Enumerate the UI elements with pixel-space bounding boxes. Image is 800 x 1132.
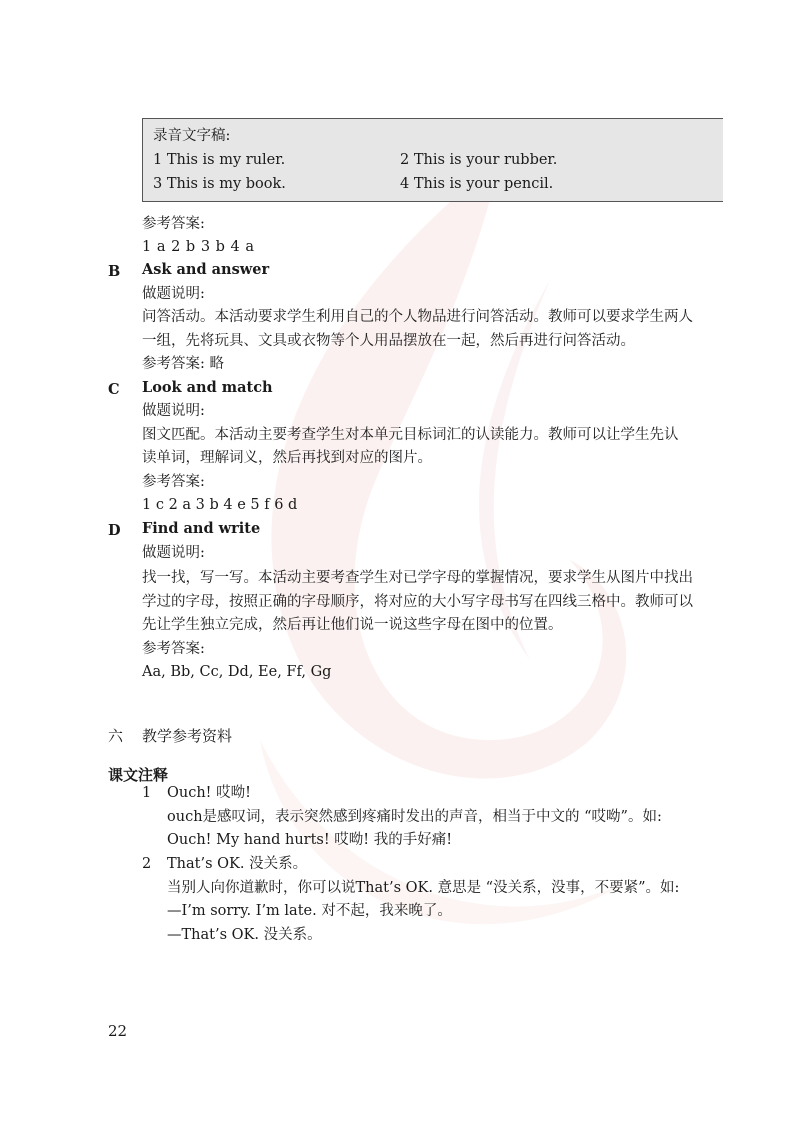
answer-label: 参考答案: (142, 641, 205, 657)
note-line: 读单词，理解词义，然后再找到对应的图片。 (142, 450, 432, 466)
answer-label: 参考答案: (142, 474, 205, 490)
transcript-title: 录音文字稿: (153, 128, 231, 144)
section-title-b: Ask and answer (142, 261, 270, 278)
page-number: 22 (108, 1022, 128, 1040)
note-label: 做题说明: (142, 403, 205, 419)
note-line: 学过的字母，按照正确的字母顺序，将对应的大小写字母书写在四线三格中。教师可以 (142, 594, 693, 610)
section-heading: 教学参考资料 (142, 727, 233, 745)
note-line: 找一找，写一写。本活动主要考查学生对已学字母的掌握情况，要求学生从图片中找出 (142, 570, 693, 586)
answer-label: 参考答案: (142, 216, 205, 232)
transcript-item: 1 This is my ruler. (153, 152, 286, 168)
note-phrase: Ouch! 哎呦! (167, 785, 251, 801)
section-number: 六 (108, 727, 124, 745)
answer-values: 1 c 2 a 3 b 4 e 5 f 6 d (142, 497, 298, 513)
answer-values: Aa, Bb, Cc, Dd, Ee, Ff, Gg (142, 664, 332, 680)
note-label: 做题说明: (142, 545, 205, 561)
transcript-item: 3 This is my book. (153, 176, 286, 192)
answer-label: 参考答案: 略 (142, 356, 224, 372)
section-letter-c: C (108, 381, 120, 398)
transcript-item: 2 This is your rubber. (400, 152, 558, 168)
notes-heading: 课文注释 (108, 766, 169, 784)
note-number: 1 (142, 785, 152, 801)
section-title-d: Find and write (142, 520, 261, 537)
note-phrase: That’s OK. 没关系。 (167, 856, 308, 872)
note-line: Ouch! My hand hurts! 哎呦! 我的手好痛! (167, 832, 453, 848)
note-line: 问答活动。本活动要求学生利用自己的个人物品进行问答活动。教师可以要求学生两人 (142, 309, 693, 325)
note-number: 2 (142, 856, 152, 872)
section-title-c: Look and match (142, 379, 273, 396)
note-line: 先让学生独立完成，然后再让他们说一说这些字母在图中的位置。 (142, 617, 563, 633)
note-label: 做题说明: (142, 286, 205, 302)
note-line: 当别人向你道歉时，你可以说That’s OK. 意思是 “没关系，没事，不要紧”。如: (167, 880, 680, 896)
section-letter-d: D (108, 522, 121, 539)
transcript-item: 4 This is your pencil. (400, 176, 554, 192)
note-line: 一组，先将玩具、文具或衣物等个人用品摆放在一起，然后再进行问答活动。 (142, 333, 635, 349)
note-line: —That’s OK. 没关系。 (167, 927, 322, 943)
note-line: ouch是感叹词，表示突然感到疼痛时发出的声音，相当于中文的 “哎呦”。如: (167, 809, 662, 825)
answer-values: 1 a 2 b 3 b 4 a (142, 239, 255, 255)
section-letter-b: B (108, 263, 121, 280)
note-line: —I’m sorry. I’m late. 对不起，我来晚了。 (167, 903, 452, 919)
note-line: 图文匹配。本活动主要考查学生对本单元目标词汇的认读能力。教师可以让学生先认 (142, 427, 679, 443)
